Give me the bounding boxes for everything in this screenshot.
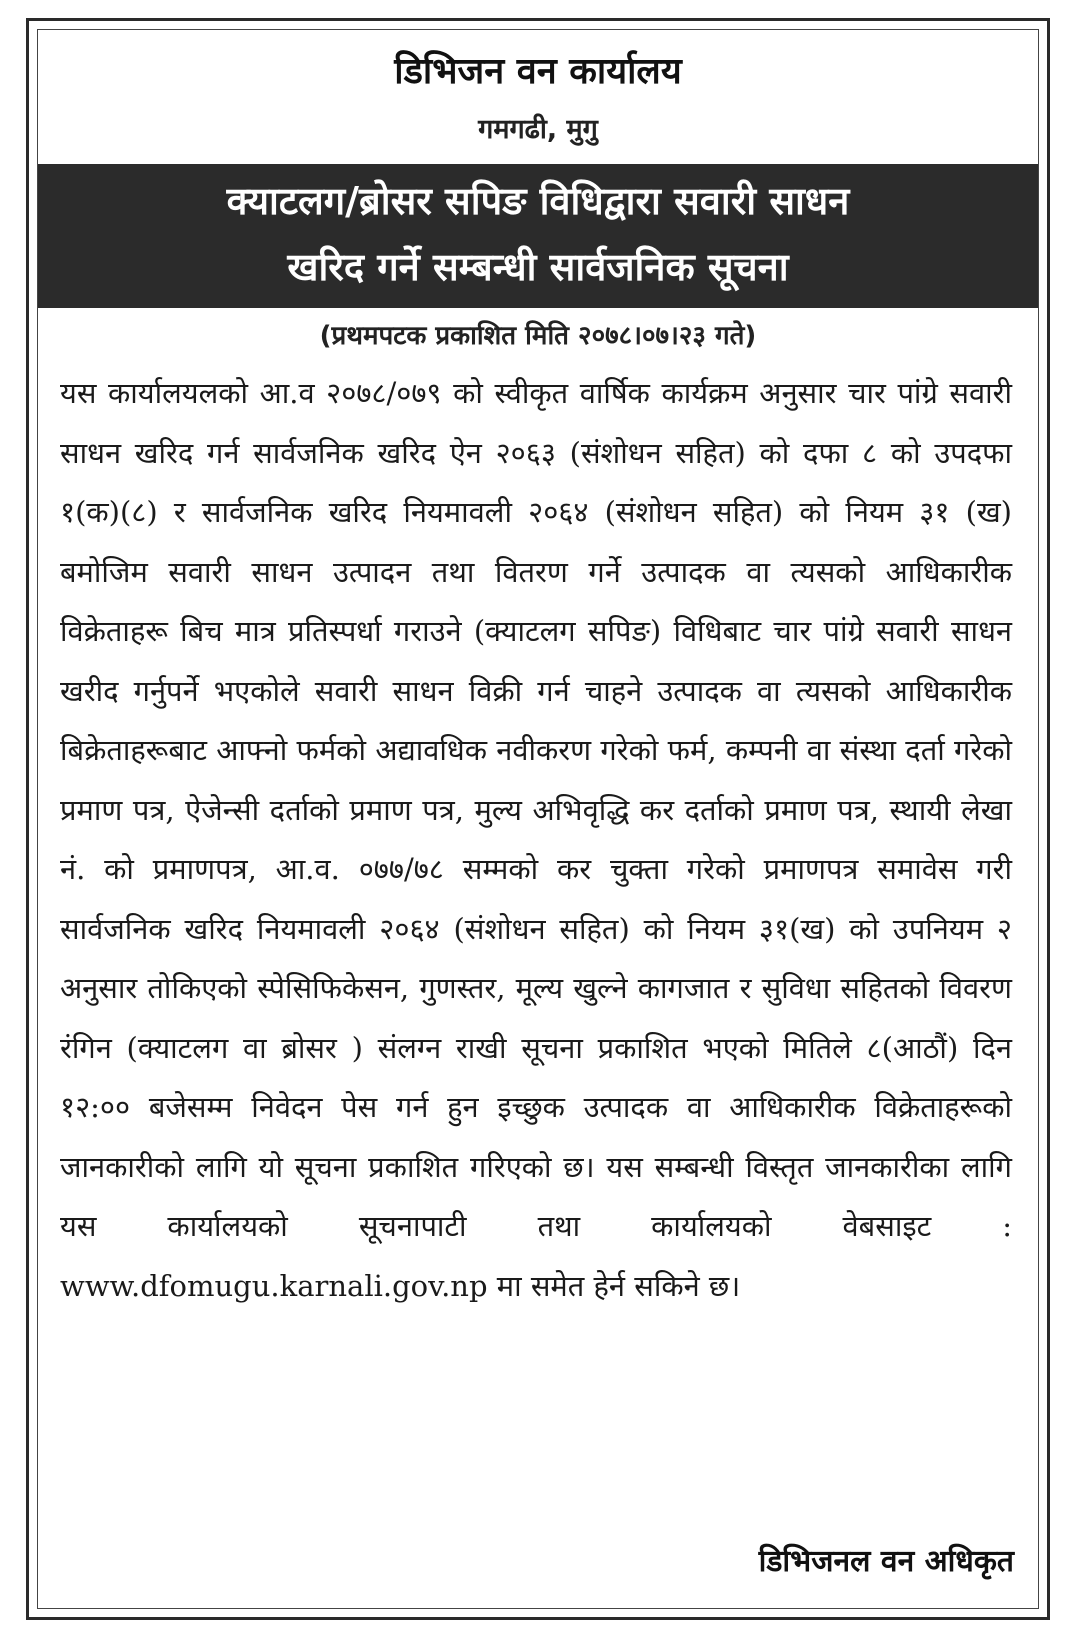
notice-body: यस कार्यालयलको आ.व २०७८/०७९ को स्वीकृत वार्षिक कार्यक्रम अनुसार चार पांग्रे सवारी साधन खरिद गर्न सार्वजनिक खरिद ऐन २०६३ (संशोधन सहित) को दफा ८ को उपदफा १(क)(८) र सार्वजनिक खरिद नियमावली २०६४ (संशोधन सहित) को नियम ३१ (ख) बमोजिम सवारी साधन उत्पादन तथा वितरण गर्ने उत्पादक वा त्यसको आधिकारीक विक्रेताहरू बिच मात्र प्रतिस्पर्धा गराउने (क्याटलग सपिङ) विधिबाट चार पांग्रे सवारी साधन खरीद गर्नुपर्ने भएकोले सवारी साधन विक्री गर्न चाहने उत्पादक वा त्यसको आधिकारीक बिक्रेताहरूबाट आफ्नो फर्मको अद्यावधिक नवीकरण गरेको फर्म, कम्पनी वा संस्था दर्ता गरेको प्रमाण पत्र, ऐजेन्सी दर्ताको प्रमाण पत्र, मुल्य अभिवृद्धि कर दर्ताको प्रमाण पत्र, स्थायी लेखा नं. को प्रमाणपत्र, आ.व. ०७७/७८ सम्मको कर चुक्ता गरेको प्रमाणपत्र समावेस गरी सार्वजनिक खरिद नियमावली २०६४ (संशोधन सहित) को नियम ३१(ख) को उपनियम २ अनुसार तोकिएको स्पेसिफिकेसन, गुणस्तर, मूल्य खुल्ने कागजात र सुविधा सहितको विवरण रंगिन (क्याटलग वा ब्रोसर ) संलग्न राखी सूचना प्रकाशित भएको मितिले ८(आठौं) दिन १२:०० बजेसम्म निवेदन पेस गर्न हुन इच्छुक उत्पादक वा आधिकारीक विक्रेताहरूको जानकारीको लागि यो सूचना प्रकाशित गरिएको छ। यस सम्बन्धी विस्तृत जानकारीका लागि यस कार्यालयको सूचनापाटी तथा कार्यालयको वेबसाइट : www.dfomugu.karnali.gov.np मा समेत हेर्न सकिने छ। (60, 376, 1012, 1303)
notice-title-line-2: खरिद गर्ने सम्बन्धी सार्वजनिक सूचना (287, 245, 789, 289)
notice-inner-border (37, 29, 1039, 1609)
notice-frame (26, 18, 1050, 1620)
publication-date: (प्रथमपटक प्रकाशित मिति २०७८।०७।२३ गते) (319, 321, 757, 351)
signature-title: डिभिजनल वन अधिकृत (758, 1544, 1014, 1579)
notice-title-banner (38, 164, 1038, 308)
office-location: गमगढी, मुगु (478, 114, 598, 145)
office-name: डिभिजन वन कार्यालय (394, 51, 682, 92)
notice-title-line-1: क्याटलग/ब्रोसर सपिङ विधिद्वारा सवारी साधन (226, 179, 850, 223)
